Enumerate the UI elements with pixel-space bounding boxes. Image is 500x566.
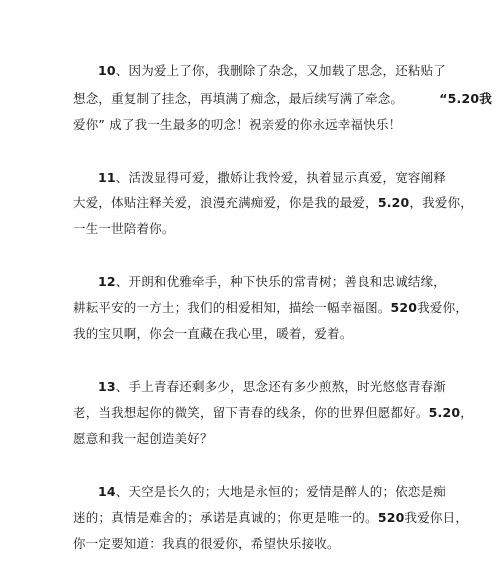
paragraph-11-line-3: 一生一世陪着你。: [73, 221, 175, 236]
paragraph-14-line-2: 迷的；真情是难舍的；承诺是真诚的；你更是唯一的。520我爱你日，: [73, 510, 469, 525]
paragraph-number: 13: [98, 379, 116, 394]
paragraph-13-line-1: 13、手上青春还剩多少，思念还有多少煎熬，时光悠悠青春渐: [98, 379, 446, 394]
paragraph-10-line-1: 10、因为爱上了你，我删除了杂念，又加载了思念，还粘贴了: [98, 63, 446, 78]
paragraph-14-line-1: 14、天空是长久的；大地是永恒的；爱情是醉人的；依恋是痴: [98, 484, 446, 499]
paragraph-12-line-1: 12、开朗和优雅牵手，种下快乐的常青树；善良和忠诚结缘，: [98, 274, 446, 289]
paragraph-number: 10: [98, 63, 116, 78]
paragraph-number: 11: [98, 170, 116, 185]
paragraph-number: 12: [98, 274, 116, 289]
paragraph-13-line-3: 愿意和我一起创造美好？: [73, 431, 213, 446]
paragraph-10-line-3: 爱你” 成了我一生最多的叨念！祝亲爱的你永远幸福快乐！: [73, 117, 402, 132]
paragraph-11-line-2: 大爱，体贴注释关爱，浪漫充满痴爱，你是我的最爱，5.20，我爱你，: [73, 195, 473, 210]
paragraph-10-line-2: 想念，重复制了挂念，再填满了痴念，最后续写满了牵念。 “5.20我: [73, 91, 492, 106]
paragraph-12-line-2: 耕耘平安的一方土；我们的相爱相知，描绘一幅幸福图。520我爱你，: [73, 300, 469, 315]
paragraph-11-line-1: 11、活泼显得可爱，撒娇让我怜爱，执着显示真爱，宽容阐释: [98, 170, 446, 185]
paragraph-14-line-3: 你一定要知道：我真的很爱你，希望快乐接收。: [73, 536, 340, 551]
paragraph-13-line-2: 老，当我想起你的微笑，留下青春的线条，你的世界但愿都好。5.20，: [73, 405, 473, 420]
paragraph-12-line-3: 我的宝贝啊，你会一直藏在我心里，暖着，爱着。: [73, 326, 353, 341]
paragraph-number: 14: [98, 484, 116, 499]
